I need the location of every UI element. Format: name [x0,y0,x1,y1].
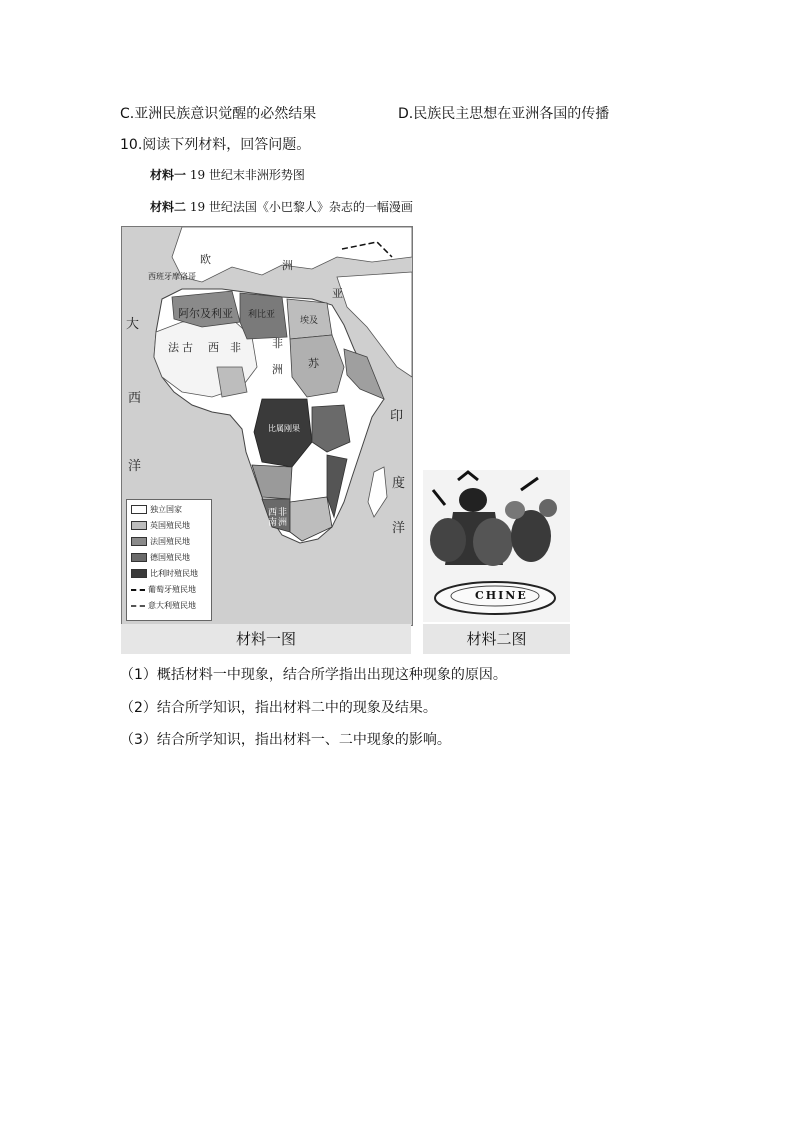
legend-swatch [131,605,145,607]
legend-label: 独立国家 [150,505,182,514]
label-swa-3: 非 [278,508,288,518]
source1-label: 材料一 [150,168,187,182]
label-africa-2: 洲 [272,363,283,376]
label-indian-2: 度 [392,476,406,491]
legend-swatch [131,569,147,578]
source1-heading [150,166,305,183]
label-congo: 比属刚果 [268,424,300,433]
cartoon-plate-text: CHINE [475,589,528,602]
legend-label: 法国殖民地 [150,537,190,546]
legend-label: 意大利殖民地 [148,601,196,610]
label-fwa-3: 西 [208,341,219,354]
map-legend [126,499,212,621]
option-c: C.亚洲民族意识觉醒的必然结果 [120,106,317,122]
label-swa-1: 西 [268,508,278,518]
label-libya: 利比亚 [248,310,276,320]
legend-item [131,520,190,532]
legend-label: 英国殖民地 [150,521,190,530]
map-caption: 材料一图 [121,624,411,654]
source1-text: 19 世纪末非洲形势图 [189,168,305,182]
label-sudan: 苏 [308,357,319,370]
label-indian-1: 印 [390,409,404,424]
subquestion-2: （2）结合所学知识，指出材料二中的现象及结果。 [120,700,437,716]
subquestion-3: （3）结合所学知识，指出材料一、二中现象的影响。 [120,732,451,748]
legend-label: 德国殖民地 [150,553,190,562]
legend-label: 比利时殖民地 [150,569,198,578]
label-egypt: 埃及 [300,316,319,326]
label-asia: 亚 [332,287,343,300]
label-fwa-4: 非 [230,341,241,354]
subquestion-1: （1）概括材料一中现象，结合所学指出出现这种现象的原因。 [120,667,507,683]
legend-item [131,536,190,548]
label-indian-3: 洋 [392,521,406,536]
legend-swatch [131,553,147,562]
label-europe: 欧 [200,253,211,266]
source2-label: 材料二 [150,200,187,214]
source2-text: 19 世纪法国《小巴黎人》杂志的一幅漫画 [189,200,413,214]
label-morocco: 西班牙摩洛哥 [148,272,196,281]
legend-swatch [131,505,147,514]
label-africa: 非 [272,337,283,350]
label-swa-2: 南 [268,518,278,528]
legend-item [131,568,198,580]
legend-item [131,600,196,612]
legend-swatch [131,521,147,530]
africa-map [121,226,413,626]
legend-item [131,504,182,516]
label-swa-4: 洲 [278,518,288,528]
legend-item [131,552,190,564]
label-atlantic-3: 洋 [128,459,142,474]
label-fwa-2: 古 [182,341,193,354]
source2-heading [150,198,413,215]
legend-label: 葡萄牙殖民地 [148,585,196,594]
legend-swatch [131,589,145,591]
label-algeria: 阿尔及利亚 [178,307,233,320]
label-atlantic-1: 大 [126,317,140,332]
cartoon-image [423,470,570,622]
cartoon-caption: 材料二图 [423,624,570,654]
label-fwa-1: 法 [168,341,179,354]
label-europe2: 洲 [282,259,293,272]
label-atlantic-2: 西 [128,391,142,406]
question-stem: 10.阅读下列材料，回答问题。 [120,137,311,153]
legend-item [131,584,196,596]
legend-swatch [131,537,147,546]
option-d: D.民族民主思想在亚洲各国的传播 [398,106,610,122]
